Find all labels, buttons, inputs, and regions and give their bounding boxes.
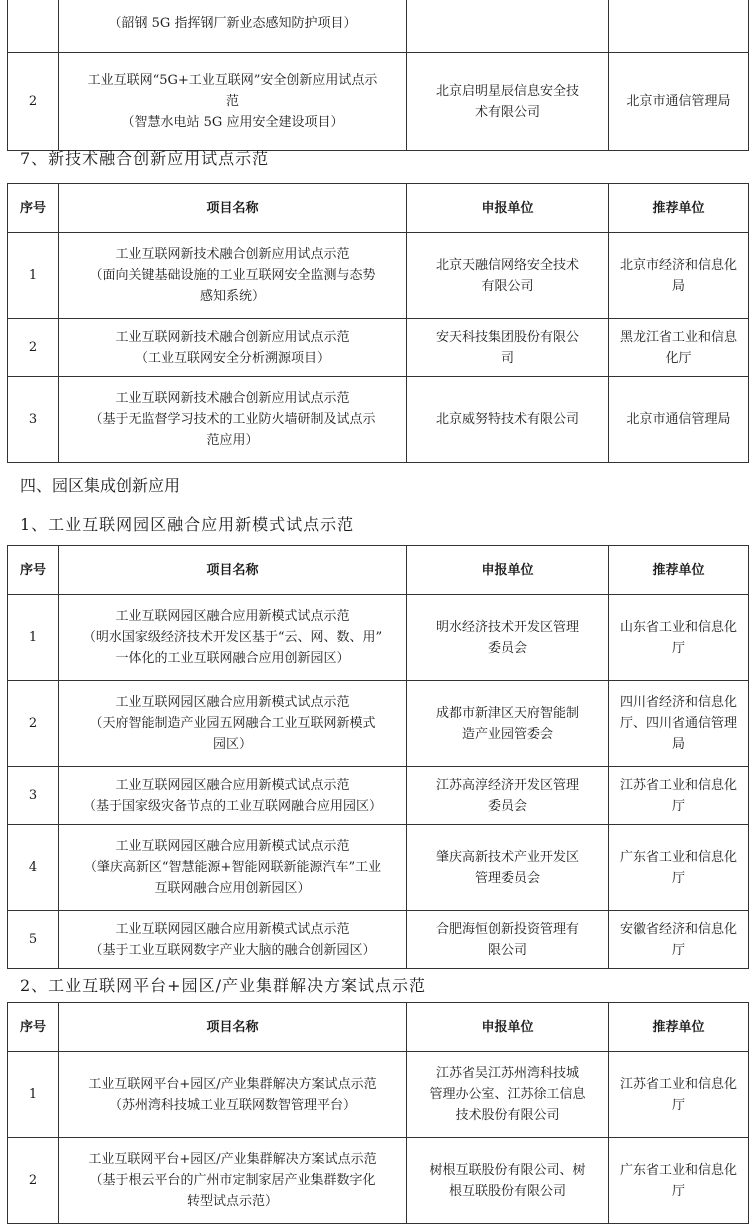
project-name-cell [59, 767, 407, 825]
cell-text-line: 广东省工业和信息化 [619, 1162, 737, 1178]
cell-text-line: 广东省工业和信息化 [619, 849, 737, 865]
cell-text-line: 明水经济技术开发区管理 [435, 619, 579, 635]
cell-text-line: 一体化的工业互联网融合应用创新园区） [115, 651, 350, 666]
cell-text-line: （肇庆高新区“智慧能源+智能网联新能源汽车”工业 [83, 860, 382, 875]
sub-heading-1: 1、工业互联网园区融合应用新模式试点示范 [20, 515, 355, 534]
applicant-cell [407, 1052, 609, 1138]
cell-text-line: 局 [671, 278, 685, 294]
recommender-cell [609, 595, 749, 681]
header-applicant: 申报单位 [407, 546, 609, 595]
header-recommender: 推荐单位 [609, 546, 749, 595]
table-row [8, 0, 749, 53]
cell-text-line: 范应用） [206, 433, 259, 448]
cell-text-line: 安徽省经济和信息化 [619, 921, 737, 937]
cell-text-line: 厅 [671, 1097, 685, 1113]
row-number-cell [8, 0, 59, 53]
recommender-cell [609, 319, 749, 377]
row-number-cell: 3 [8, 377, 59, 463]
top-table [7, 0, 749, 151]
section-heading-7: 7、新技术融合创新应用试点示范 [20, 149, 270, 168]
cell-text-line: 厅 [671, 1183, 685, 1199]
applicant-cell [407, 53, 609, 151]
cell-text-line: （苏州湾科技城工业互联网数智管理平台） [108, 1097, 356, 1113]
header-no: 序号 [8, 1003, 59, 1052]
cell-text-line: 工业互联网园区融合应用新模式试点示范 [115, 777, 350, 793]
cell-text-line: 山东省工业和信息化 [619, 619, 737, 635]
cell-text-line: 司 [500, 350, 514, 366]
project-name-cell [59, 825, 407, 911]
recommender-cell [609, 53, 749, 151]
row-number-cell: 1 [8, 233, 59, 319]
cell-text-line: 管理办公室、江苏徐工信息 [429, 1087, 586, 1102]
cell-text-line: 合肥海恒创新投资管理有 [435, 921, 579, 937]
applicant-cell [407, 1138, 609, 1224]
table-section-7 [7, 183, 749, 463]
project-name-cell [59, 0, 407, 53]
applicant-cell [407, 377, 609, 463]
cell-text-line: 管理委员会 [474, 870, 540, 886]
applicant-cell [407, 233, 609, 319]
applicant-cell [407, 825, 609, 911]
cell-text-line: 江苏省工业和信息化 [619, 777, 737, 793]
table-header-row [8, 1003, 749, 1052]
cell-text-line: 工业互联网园区融合应用新模式试点示范 [115, 695, 350, 710]
applicant-cell [407, 319, 609, 377]
row-number-cell: 4 [8, 825, 59, 911]
cell-text-line: 有限公司 [481, 278, 534, 294]
cell-text-line: 工业互联网新技术融合创新应用试点示范 [115, 391, 350, 406]
table-row [8, 681, 749, 767]
cell-text-line: 工业互联网园区融合应用新模式试点示范 [115, 839, 350, 854]
project-name-cell [59, 1138, 407, 1224]
table-row [8, 767, 749, 825]
cell-text-line: （基于无监督学习技术的工业防火墙研制及试点示 [89, 412, 376, 427]
recommender-cell [609, 377, 749, 463]
header-project-name: 项目名称 [59, 184, 407, 233]
sub-heading-2: 2、工业互联网平台+园区/产业集群解决方案试点示范 [20, 976, 426, 995]
table-sub-2-body [8, 1052, 749, 1224]
project-name-cell [59, 377, 407, 463]
project-name-cell [59, 595, 407, 681]
cell-text-line: 树根互联股份有限公司、树 [429, 1162, 586, 1178]
header-recommender: 推荐单位 [609, 1003, 749, 1052]
cell-text-line: 北京市经济和信息化 [619, 257, 737, 273]
table-row [8, 595, 749, 681]
header-applicant: 申报单位 [407, 1003, 609, 1052]
cell-text-line: 安天科技集团股份有限公 [435, 329, 579, 345]
table-row [8, 1052, 749, 1138]
row-number-cell: 1 [8, 595, 59, 681]
cell-text-line: 肇庆高新技术产业开发区 [435, 849, 579, 865]
cell-text-line: 感知系统） [199, 289, 265, 304]
cell-text-line: 江苏高淳经济开发区管理 [435, 777, 579, 793]
cell-text-line: 厅、四川省通信管理 [619, 716, 737, 731]
top-table-body [8, 0, 749, 151]
cell-text-line: 工业互联网平台+园区/产业集群解决方案试点示范 [88, 1152, 377, 1167]
cell-text-line: （天府智能制造产业园五网融合工业互联网新模式 [89, 716, 376, 731]
project-name-cell [59, 1052, 407, 1138]
header-project-name: 项目名称 [59, 546, 407, 595]
header-no: 序号 [8, 184, 59, 233]
cell-text-line: 江苏省吴江苏州湾科技城 [435, 1066, 579, 1081]
table-row [8, 1138, 749, 1224]
cell-text-line: 委员会 [487, 640, 527, 656]
header-project-name: 项目名称 [59, 1003, 407, 1052]
cell-text-line: 局 [671, 737, 685, 752]
header-recommender: 推荐单位 [609, 184, 749, 233]
cell-text-line: 北京天融信网络安全技术 [435, 257, 579, 273]
row-number-cell: 2 [8, 1138, 59, 1224]
cell-text-line: 转型试点示范） [186, 1194, 278, 1209]
cell-text-line: 工业互联网平台+园区/产业集群解决方案试点示范 [88, 1076, 377, 1092]
recommender-cell [609, 1138, 749, 1224]
project-name-cell [59, 911, 407, 969]
cell-text-line: 化厅 [665, 350, 692, 366]
recommender-cell [609, 825, 749, 911]
cell-text-line: 北京市通信管理局 [626, 412, 731, 427]
header-no: 序号 [8, 546, 59, 595]
cell-text-line: （基于工业互联网数字产业大脑的融合创新园区） [89, 942, 376, 958]
cell-text-line: 互联网融合应用创新园区） [154, 881, 311, 896]
cell-text-line: 成都市新津区天府智能制 [435, 705, 579, 721]
cell-text-line: 四川省经济和信息化 [619, 695, 737, 710]
table-row [8, 911, 749, 969]
table-sub-2 [7, 1002, 749, 1224]
table-row [8, 377, 749, 463]
cell-text-line: 北京威努特技术有限公司 [435, 412, 579, 427]
row-number-cell: 2 [8, 319, 59, 377]
recommender-cell [609, 911, 749, 969]
table-sub-1-body [8, 595, 749, 969]
row-number-cell: 1 [8, 1052, 59, 1138]
row-number-cell: 3 [8, 767, 59, 825]
cell-text-line: 范 [225, 94, 239, 109]
cell-text-line: （韶钢 5G 指挥钢厂新业态感知防护项目） [108, 16, 357, 31]
row-number-cell: 2 [8, 681, 59, 767]
recommender-cell [609, 233, 749, 319]
cell-text-line: 工业互联网“5G+工业互联网”安全创新应用试点示 [87, 73, 378, 88]
cell-text-line: 江苏省工业和信息化 [619, 1076, 737, 1092]
cell-text-line: 园区） [212, 737, 252, 752]
cell-text-line: 工业互联网园区融合应用新模式试点示范 [115, 609, 350, 624]
cell-text-line: 限公司 [487, 942, 527, 958]
part-heading-4: 四、园区集成创新应用 [20, 476, 181, 495]
cell-text-line: 厅 [671, 942, 685, 958]
recommender-cell [609, 1052, 749, 1138]
project-name-cell [59, 53, 407, 151]
recommender-cell [609, 0, 749, 53]
cell-text-line: 术有限公司 [474, 104, 540, 120]
table-row [8, 825, 749, 911]
cell-text-line: （基于国家级灾备节点的工业互联网融合应用园区） [82, 798, 382, 814]
cell-text-line: 厅 [671, 798, 685, 814]
cell-text-line: 厅 [671, 640, 685, 656]
table-header-row [8, 546, 749, 595]
table-header-row [8, 184, 749, 233]
recommender-cell [609, 681, 749, 767]
cell-text-line: 工业互联网新技术融合创新应用试点示范 [115, 247, 350, 262]
cell-text-line: （智慧水电站 5G 应用安全建设项目） [121, 115, 344, 130]
applicant-cell [407, 595, 609, 681]
cell-text-line: 技术股份有限公司 [455, 1108, 560, 1123]
applicant-cell [407, 0, 609, 53]
cell-text-line: 根互联股份有限公司 [448, 1183, 566, 1199]
project-name-cell [59, 233, 407, 319]
applicant-cell [407, 911, 609, 969]
table-section-7-body [8, 233, 749, 463]
cell-text-line: 厅 [671, 870, 685, 886]
recommender-cell [609, 767, 749, 825]
cell-text-line: 造产业园管委会 [461, 726, 553, 742]
cell-text-line: 黑龙江省工业和信息 [619, 329, 737, 345]
table-row [8, 319, 749, 377]
cell-text-line: 工业互联网新技术融合创新应用试点示范 [115, 329, 350, 345]
row-number-cell: 5 [8, 911, 59, 969]
table-sub-1 [7, 545, 749, 969]
cell-text-line: （面向关键基础设施的工业互联网安全监测与态势 [89, 268, 376, 283]
applicant-cell [407, 681, 609, 767]
project-name-cell [59, 681, 407, 767]
applicant-cell [407, 767, 609, 825]
project-name-cell [59, 319, 407, 377]
cell-text-line: （明水国家级经济技术开发区基于“云、网、数、用” [82, 630, 383, 645]
row-number-cell: 2 [8, 53, 59, 151]
cell-text-line: 北京市通信管理局 [626, 94, 731, 109]
cell-text-line: 委员会 [487, 798, 527, 814]
table-row [8, 233, 749, 319]
header-applicant: 申报单位 [407, 184, 609, 233]
table-row [8, 53, 749, 151]
cell-text-line: （工业互联网安全分析溯源项目） [134, 350, 330, 366]
cell-text-line: （基于根云平台的广州市定制家居产业集群数字化 [89, 1173, 376, 1188]
cell-text-line: 工业互联网园区融合应用新模式试点示范 [115, 921, 350, 937]
cell-text-line: 北京启明星辰信息安全技 [435, 83, 579, 99]
